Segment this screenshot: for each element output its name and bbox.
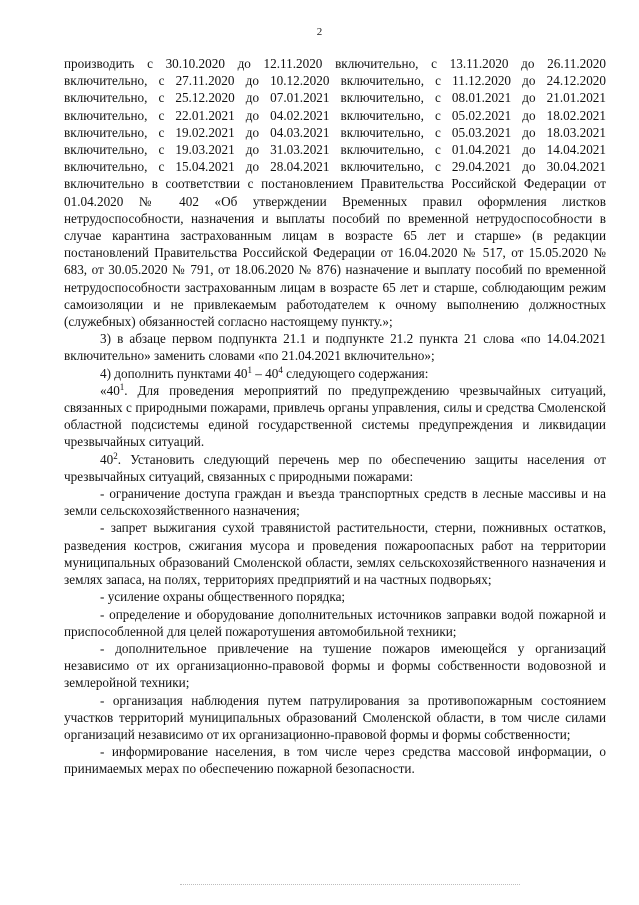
list-item-public-order: - усиление охраны общественного порядка;	[100, 589, 346, 605]
document-body	[64, 55, 606, 778]
paragraph-payment-periods: производить с 30.10.2020 до 12.11.2020 включительно, с 13.11.2020 до 26.11.2020 включительно, с 27.11.2020 до 10.12.2020 включительно, с 11.12.2020 до 24.12.2020 включительно, с 25.12.2020 до 07.01.2021 включительно, с 08.01.2021 до 21.01.2021 включительно, с 22.01.2021 до 04.02.2021 включительно, с 05.02.2021 до 18.02.2021 включительно, с 19.02.2021 до 04.03.2021 включительно, с 05.03.2021 до 18.03.2021 включительно, с 19.03.2021 до 31.03.2021 включительно, с 01.04.2021 до 14.04.2021 включительно, с 15.04.2021 до 28.04.2021 включительно, с 29.04.2021 до 30.04.2021 включительно в соответствии с постановлением Правительства Российской Федерации от 01.04.2020 № 402 «Об утверждении Временных правил оформления листков нетрудоспособности, назначения и выплаты пособий по временной нетрудоспособности в случае карантина застрахованным лицам в возрасте 65 лет и старше» (в редакции постановлений Правительства Российской Федерации от 16.04.2020 № 517, от 15.05.2020 № 683, от 30.05.2020 № 791, от 18.06.2020 № 876) назначение и выплату пособий по временной нетрудоспособности застрахованным лицам в возрасте 65 лет и старше, соблюдающим режим самоизоляции и не привлекаемым работодателем к очному выполнению должностных (служебных) обязанностей согласно настоящему пункту.»;	[64, 56, 606, 330]
list-item-access-restriction: - ограничение доступа граждан и въезда транспортных средств в лесные массивы и на земли сельскохозяйственного назначения;	[64, 486, 606, 519]
list-item-water-sources: - определение и оборудование дополнительных источников заправки водой пожарной и приспособленной для целей пожаротушения автомобильной техники;	[64, 606, 606, 639]
paragraph-amendment-3: 3) в абзаце первом подпункта 21.1 и подпункте 21.2 пункта 21 слова «по 14.04.2021 включительно» заменить словами «по 21.04.2021 включительно»;	[64, 331, 606, 364]
amendment-4-text-start: 4) дополнить пунктами 40	[100, 365, 248, 381]
superscript: 4	[278, 364, 283, 375]
superscript: 2	[113, 450, 118, 461]
item-40-2-number: 40	[100, 451, 114, 467]
amendment-4-text-mid: – 40	[251, 365, 279, 381]
paragraph-item-40-1	[64, 382, 606, 451]
list-item-extra-equipment: - дополнительное привлечение на тушение пожаров имеющейся у организаций независимо от их организационно-правовой формы и формы собственности водовозной и землеройной техники;	[64, 640, 606, 691]
list-item-burning-ban: - запрет выжигания сухой травянистой растительности, стерни, пожнивных остатков, разведения костров, сжигания мусора и проведения пожароопасных работ на территории муниципальных образований Смоленской области, землях сельскохозяйственного назначения и землях запаса, на полях, территориях предприятий и на частных подворьях;	[64, 520, 606, 588]
amendment-4-text-end: следующего содержания:	[282, 365, 429, 381]
paragraph-amendment-4	[64, 365, 606, 382]
list-item-public-information: - информирование населения, в том числе через средства массовой информации, о принимаемых мерах по обеспечению пожарной безопасности.	[64, 744, 606, 777]
item-40-1-number: «40	[100, 382, 120, 398]
superscript: 1	[119, 381, 125, 392]
paragraph-item-40-2	[64, 451, 606, 485]
list-item-patrol-monitoring: - организация наблюдения путем патрулирования за противопожарным состоянием участков территорий муниципальных образований Смоленской области, в том числе силами организаций независимо от их организационно-правовой формы и формы собственности;	[64, 692, 606, 742]
scan-artifact-line	[180, 884, 520, 885]
page-number: 2	[316, 26, 323, 38]
item-40-1-text: . Для проведения мероприятий по предупреждению чрезвычайных ситуаций, связанных с природными пожарами, привлечь органы управления, силы и средства Смоленской областной подсистемы единой государственной системы предупреждения и ликвидации чрезвычайных ситуаций.	[64, 382, 606, 450]
item-40-2-text: . Установить следующий перечень мер по обеспечению защиты населения от чрезвычайных ситуаций, связанных с природными пожарами:	[64, 451, 606, 484]
superscript: 1	[247, 364, 252, 375]
